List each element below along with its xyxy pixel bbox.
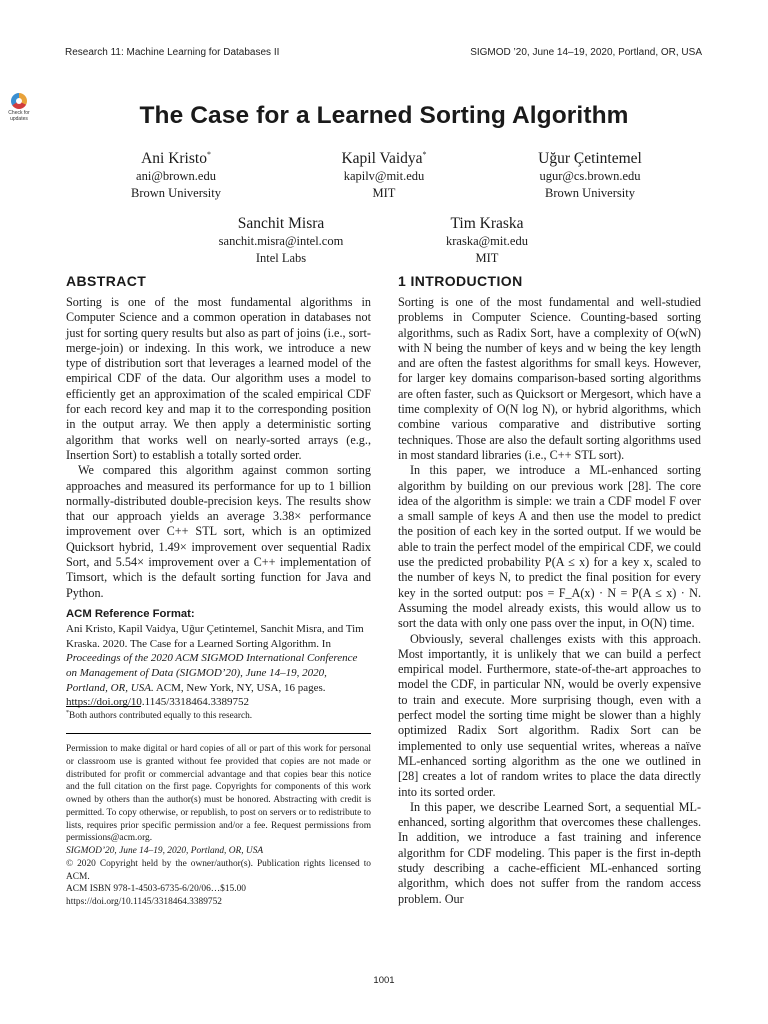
author-block — [181, 215, 381, 267]
author-name: Kapil Vaidya — [341, 150, 423, 167]
acm-reference-text — [66, 622, 371, 710]
permission-isbn: ACM ISBN 978-1-4503-6735-6/20/06…$15.00 — [66, 884, 246, 895]
permission-doi[interactable]: https://doi.org/10.1145/3318464.3389752 — [66, 897, 222, 907]
author-name: Sanchit Misra — [237, 215, 325, 232]
footnote-divider — [66, 706, 141, 707]
author-email: kraska@mit.edu — [446, 234, 528, 248]
running-header-left: Research 11: Machine Learning for Databases II — [65, 47, 280, 58]
intro-paragraph: Obviously, several challenges exists with this approach. Most importantly, it is unlikely that we can build a perfect empirical model. Furthermore, state-of-the-art approaches to model the CDF, in particular NN, would be overly expensive to train and execute. More surprising though, even with a perfect model the sorting time might be slower than a highly optimized Radix Sort algorithm. Radix Sort can be implemented to only use sequential writes, whereas a naïve ML-enhanced sorting algorithm as the one we outlined in [28] creates a lot of random writes to place the data directly into its sorted order. — [398, 631, 701, 799]
acm-reference-heading: ACM Reference Format: — [66, 607, 195, 620]
footnote-text: Both authors contributed equally to this research. — [69, 711, 253, 721]
intro-paragraph: Sorting is one of the most fundamental and well-studied problems in Computer Science. Counting-based sorting algorithms, such as Radix Sort, have a complexity of O(wN) with N being the number of keys and w being the key length and are often the fastest algorithms for small keys. However, for larger key domains comparison-based sorting algorithms are often faster, such as Quicksort or Mergesort, which have a time complexity of O(N log N), or hybrid algorithms, which combine various comparative and distributive sorting techniques. Those are also the default sorting algorithms used in most standard libraries (i.e., C++ STL sort). — [398, 295, 701, 462]
author-affiliation: Brown University — [545, 186, 635, 200]
abstract-body — [66, 295, 371, 710]
running-header-right: SIGMOD ’20, June 14–19, 2020, Portland, OR, USA — [470, 47, 702, 58]
abstract-paragraph: We compared this algorithm against common sorting approaches and measured its performance for up to 1 billion normally-distributed double-precision keys. The results show that our approach yields an average 3.38× performance improvement over C++ STL sort, which is an optimized Quicksort hybrid, 1.49× improvement over sequential Radix Sort, and 5.54× improvement over a C++ implementation of Timsort, which is the default sorting function for Java and Python. — [66, 463, 371, 600]
badge-label-1: Check for — [8, 110, 30, 116]
acm-reference-venue: Proceedings of the 2020 ACM SIGMOD International Conference on Management of Data (SIGMOD’20), June 14–19, 2020, Portland, OR, USA. — [66, 652, 358, 694]
intro-paragraph: In this paper, we introduce a ML-enhanced sorting algorithm by building on our previous work [28]. The core idea of the algorithm is simple: we train a CDF model F over a small sample of keys A and then use the model to predict the position of each key in the sorted output. If we would be able to train the perfect model of the empirical CDF, we could use the predicted probability P(A ≤ x) for a key x, scaled to the number of keys N, to predict the final position for every key in the sorted output: pos = F_A(x) · N = P(A ≤ x) · N. Assuming the model already exists, this would allow us to sort the data with only one pass over the input, in O(N) time. — [398, 463, 701, 631]
abstract-paragraph: Sorting is one of the most fundamental algorithms in Computer Science and a common operation in databases not just for sorting query results but also as part of joins (i.e., sort-merge-join) or indexing. In this work, we introduce a new type of distribution sort that leverages a learned model of the empirical CDF of the data. Our algorithm uses a model to efficiently get an approximation of the scaled empirical CDF for each record key and map it to the corresponding position in the output array. We then apply a deterministic sorting algorithm that works well on nearly-sorted arrays (e.g., Insertion Sort) to establish a totally sorted order. — [66, 295, 371, 462]
acm-reference-plain: Ani Kristo, Kapil Vaidya, Uğur Çetintemel, Sanchit Misra, and Tim Kraska. 2020. The Case for a Learned Sorting Algorithm. In — [66, 623, 364, 650]
author-name: Tim Kraska — [450, 215, 524, 232]
introduction-heading: 1 INTRODUCTION — [398, 273, 523, 289]
author-affiliation: MIT — [475, 251, 499, 265]
intro-paragraph: In this paper, we describe Learned Sort, a sequential ML-enhanced, sorting algorithm that overcomes these challenges. In addition, we introduce a fast training and inference algorithm for CDF modeling. This paper is the first in-depth study describing a cache-efficient ML-enhanced sorting algorithm, which does not suffer from the random access problem. Our — [398, 799, 701, 906]
author-block — [76, 150, 276, 202]
author-block — [490, 150, 690, 202]
author-email: kapilv@mit.edu — [343, 169, 425, 183]
paper-title: The Case for a Learned Sorting Algorithm — [139, 102, 629, 129]
page-number: 1001 — [373, 975, 395, 986]
permission-venue: SIGMOD’20, June 14–19, 2020, Portland, OR, USA — [66, 846, 264, 856]
author-mark: * — [422, 149, 427, 159]
author-affiliation: Brown University — [131, 186, 221, 200]
author-affiliation: MIT — [372, 186, 396, 200]
author-name: Uğur Çetintemel — [538, 150, 642, 167]
footnote — [66, 711, 252, 721]
author-mark: * — [206, 149, 211, 159]
permission-text: Permission to make digital or hard copies of all or part of this work for personal or classroom use is granted without fee provided that copies are not made or distributed for profit or commercial advantage and that copies bear this notice and the full citation on the first page. Copyrights for components of this work owned by others than the author(s) must be honored. Abstracting with credit is permitted. To copy otherwise, or republish, to post on servers or to redistribute to lists, requires prior specific permission and/or a fee. Request permissions from permissions@acm.org. — [66, 744, 371, 844]
acm-reference-plain-2: ACM, New York, NY, USA, 16 pages. https://doi.org/10.1145/3318464.3389752 — [66, 681, 326, 709]
footnote-mark: * — [66, 709, 69, 716]
introduction-body — [398, 295, 701, 907]
author-name: Ani Kristo — [141, 150, 207, 167]
badge-label-2: updates — [10, 116, 28, 122]
author-email: sanchit.misra@intel.com — [218, 234, 344, 248]
author-email: ani@brown.edu — [136, 169, 216, 183]
abstract-heading: ABSTRACT — [66, 273, 147, 289]
author-block — [387, 215, 587, 267]
author-affiliation: Intel Labs — [255, 251, 307, 265]
author-block — [284, 150, 484, 202]
author-email: ugur@cs.brown.edu — [539, 169, 641, 183]
permission-copyright: © 2020 Copyright held by the owner/author(s). Publication rights licensed to ACM. — [66, 858, 371, 882]
permission-block — [66, 733, 371, 909]
